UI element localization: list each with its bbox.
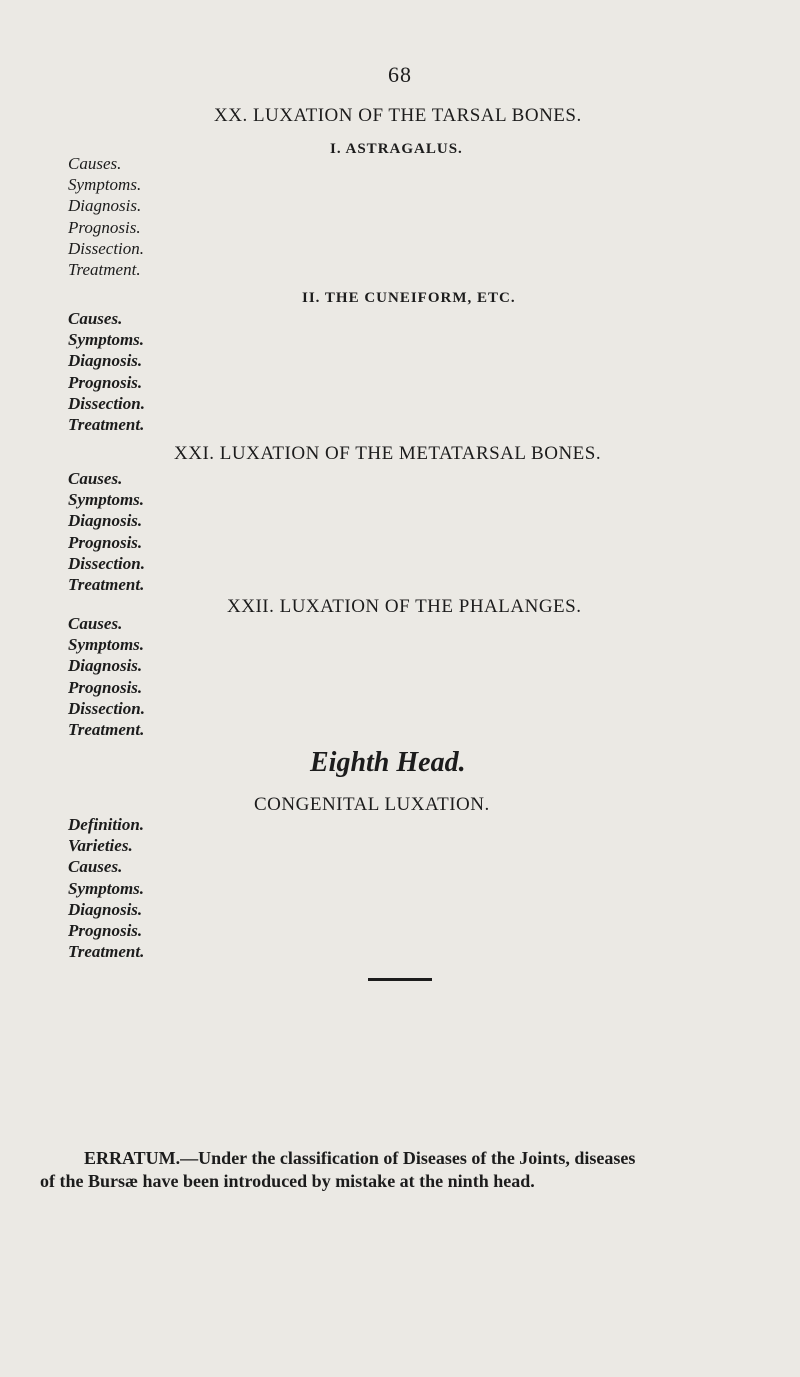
list-item: Symptoms.: [68, 175, 142, 195]
list-item: Diagnosis.: [68, 351, 143, 371]
list-item: Treatment.: [68, 415, 145, 435]
list-item: Causes.: [68, 614, 123, 633]
erratum-line-1: [84, 1148, 635, 1169]
list-item: Dissection.: [68, 698, 145, 718]
list-item: Dissection.: [68, 238, 145, 258]
list-item: Prognosis.: [68, 677, 143, 697]
section-divider: [368, 978, 432, 981]
list-item: Diagnosis.: [68, 511, 143, 531]
congenital-list: [68, 814, 144, 962]
phalanges-list: [68, 613, 145, 740]
list-item: Dissection.: [68, 553, 145, 573]
cuneiform-list: [68, 308, 145, 435]
list-item: Treatment.: [68, 575, 145, 595]
list-item: Causes.: [68, 309, 123, 328]
list-item: Prognosis.: [68, 217, 141, 237]
list-item: Varieties.: [68, 836, 133, 856]
section-heading-phalanges: XXII. LUXATION OF THE PHALANGES.: [227, 596, 582, 617]
list-item: Causes.: [68, 857, 123, 877]
list-item: Diagnosis.: [68, 656, 143, 676]
erratum-line-2: of the Bursæ have been introduced by mistake at the ninth head.: [40, 1171, 535, 1191]
list-item: Treatment.: [68, 260, 141, 280]
list-item: Diagnosis.: [68, 899, 143, 919]
list-item: Symptoms.: [68, 878, 145, 898]
congenital-luxation-heading: CONGENITAL LUXATION.: [254, 794, 490, 815]
list-item: Causes.: [68, 469, 123, 488]
list-item: Symptoms.: [68, 330, 145, 350]
list-item: Diagnosis.: [68, 196, 142, 216]
page-number: 68: [388, 62, 412, 87]
list-item: Dissection.: [68, 393, 145, 413]
eighth-head-title: Eighth Head.: [310, 747, 466, 778]
erratum-label: ERRATUM.: [84, 1148, 181, 1168]
astragalus-list: [68, 153, 144, 280]
list-item: Treatment.: [68, 720, 145, 740]
list-item: Treatment.: [68, 942, 145, 962]
list-item: Prognosis.: [68, 372, 143, 392]
subsection-heading-astragalus: I. ASTRAGALUS.: [330, 141, 463, 157]
list-item: Prognosis.: [68, 921, 143, 941]
list-item: Definition.: [68, 815, 145, 834]
list-item: Symptoms.: [68, 635, 145, 655]
list-item: Symptoms.: [68, 490, 145, 510]
subsection-heading-cuneiform: II. THE CUNEIFORM, ETC.: [302, 290, 516, 306]
list-item: Prognosis.: [68, 532, 143, 552]
section-heading-metatarsal: XXI. LUXATION OF THE METATARSAL BONES.: [174, 443, 602, 464]
erratum-text-1: —Under the classification of Diseases of the Joints, diseases: [180, 1148, 636, 1168]
list-item: Causes.: [68, 154, 122, 173]
metatarsal-list: [68, 468, 145, 595]
section-heading-tarsal: XX. LUXATION OF THE TARSAL BONES.: [214, 105, 582, 126]
